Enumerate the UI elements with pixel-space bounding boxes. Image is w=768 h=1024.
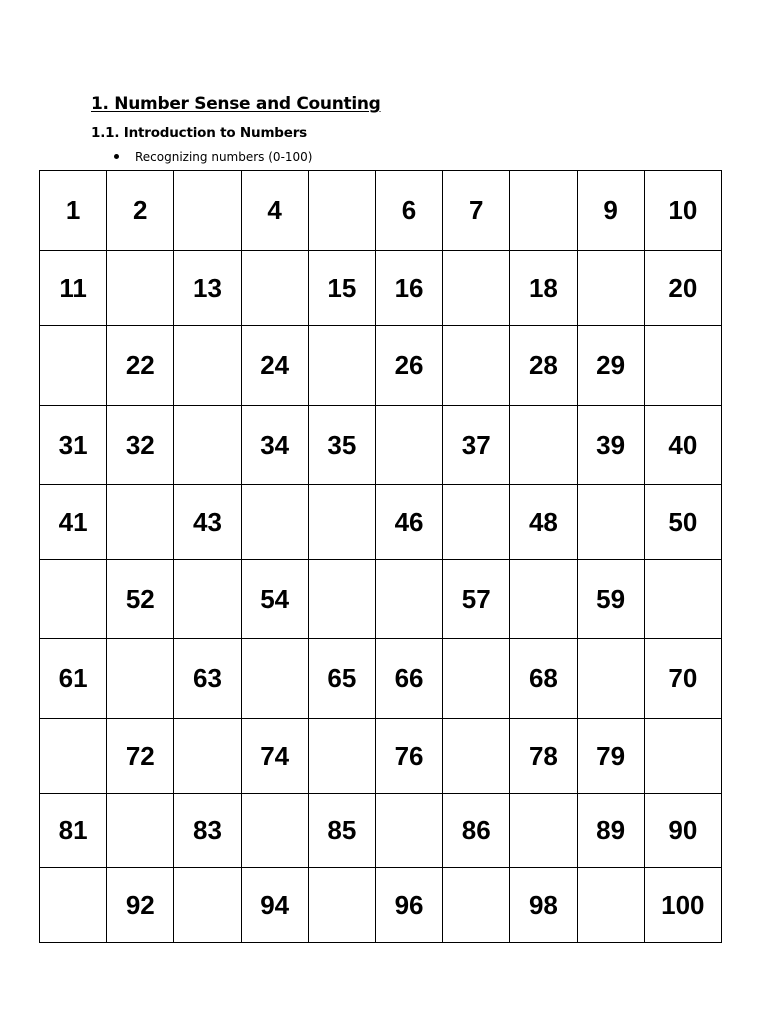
- bullet-item: [114, 150, 312, 164]
- grid-cell-number: 54: [241, 560, 308, 639]
- grid-cell-blank: [107, 485, 174, 560]
- grid-cell-number: 57: [443, 560, 510, 639]
- grid-cell-blank: [443, 485, 510, 560]
- grid-cell-blank: [107, 251, 174, 326]
- grid-cell-number: 65: [308, 639, 375, 719]
- grid-cell-blank: [174, 719, 241, 794]
- section-heading: 1. Number Sense and Counting: [91, 94, 381, 114]
- grid-cell-blank: [443, 251, 510, 326]
- grid-cell-number: 34: [241, 406, 308, 485]
- grid-cell-blank: [107, 794, 174, 868]
- grid-cell-blank: [40, 326, 107, 406]
- grid-cell-blank: [443, 326, 510, 406]
- grid-cell-number: 6: [375, 171, 442, 251]
- grid-row: [40, 639, 722, 719]
- grid-cell-blank: [375, 406, 442, 485]
- grid-cell-blank: [375, 794, 442, 868]
- grid-cell-number: 11: [40, 251, 107, 326]
- grid-cell-number: 35: [308, 406, 375, 485]
- grid-row: [40, 794, 722, 868]
- grid-cell-number: 74: [241, 719, 308, 794]
- grid-row: [40, 406, 722, 485]
- grid-cell-number: 78: [510, 719, 577, 794]
- grid-cell-number: 13: [174, 251, 241, 326]
- grid-cell-number: 98: [510, 868, 577, 943]
- grid-cell-blank: [174, 171, 241, 251]
- grid-row: [40, 719, 722, 794]
- grid-cell-number: 70: [644, 639, 721, 719]
- grid-cell-number: 26: [375, 326, 442, 406]
- grid-cell-number: 61: [40, 639, 107, 719]
- grid-cell-blank: [107, 639, 174, 719]
- grid-cell-number: 90: [644, 794, 721, 868]
- grid-cell-number: 29: [577, 326, 644, 406]
- grid-cell-number: 66: [375, 639, 442, 719]
- grid-cell-blank: [644, 326, 721, 406]
- grid-row: [40, 251, 722, 326]
- grid-cell-blank: [174, 326, 241, 406]
- grid-cell-blank: [577, 485, 644, 560]
- bullet-icon: [114, 154, 119, 159]
- grid-cell-number: 100: [644, 868, 721, 943]
- grid-cell-blank: [443, 719, 510, 794]
- grid-cell-number: 9: [577, 171, 644, 251]
- grid-cell-blank: [241, 639, 308, 719]
- grid-cell-blank: [308, 326, 375, 406]
- grid-cell-blank: [510, 406, 577, 485]
- grid-cell-number: 59: [577, 560, 644, 639]
- grid-cell-number: 20: [644, 251, 721, 326]
- grid-cell-blank: [241, 485, 308, 560]
- grid-cell-blank: [443, 639, 510, 719]
- grid-cell-blank: [510, 171, 577, 251]
- grid-cell-blank: [308, 560, 375, 639]
- grid-cell-blank: [308, 485, 375, 560]
- grid-cell-number: 16: [375, 251, 442, 326]
- grid-row: [40, 868, 722, 943]
- grid-cell-number: 79: [577, 719, 644, 794]
- grid-cell-number: 10: [644, 171, 721, 251]
- grid-cell-number: 63: [174, 639, 241, 719]
- grid-cell-number: 4: [241, 171, 308, 251]
- grid-cell-number: 28: [510, 326, 577, 406]
- grid-cell-number: 7: [443, 171, 510, 251]
- grid-row: [40, 560, 722, 639]
- grid-cell-number: 68: [510, 639, 577, 719]
- grid-cell-blank: [644, 560, 721, 639]
- grid-cell-number: 72: [107, 719, 174, 794]
- grid-cell-number: 86: [443, 794, 510, 868]
- grid-cell-number: 37: [443, 406, 510, 485]
- grid-cell-number: 40: [644, 406, 721, 485]
- grid-cell-blank: [308, 719, 375, 794]
- number-grid: [39, 170, 722, 943]
- grid-cell-number: 39: [577, 406, 644, 485]
- grid-cell-blank: [644, 719, 721, 794]
- grid-cell-blank: [241, 251, 308, 326]
- grid-cell-number: 22: [107, 326, 174, 406]
- grid-cell-blank: [40, 868, 107, 943]
- grid-cell-number: 52: [107, 560, 174, 639]
- grid-cell-number: 94: [241, 868, 308, 943]
- grid-cell-number: 50: [644, 485, 721, 560]
- grid-row: [40, 326, 722, 406]
- grid-row: [40, 485, 722, 560]
- grid-cell-number: 85: [308, 794, 375, 868]
- grid-cell-blank: [174, 560, 241, 639]
- subsection-heading: 1.1. Introduction to Numbers: [91, 125, 308, 141]
- grid-cell-blank: [443, 868, 510, 943]
- grid-cell-blank: [174, 868, 241, 943]
- grid-cell-blank: [40, 560, 107, 639]
- bullet-text: Recognizing numbers (0-100): [135, 150, 313, 164]
- grid-cell-number: 2: [107, 171, 174, 251]
- grid-cell-blank: [510, 794, 577, 868]
- grid-cell-blank: [241, 794, 308, 868]
- grid-cell-blank: [40, 719, 107, 794]
- grid-cell-number: 81: [40, 794, 107, 868]
- grid-cell-number: 48: [510, 485, 577, 560]
- grid-cell-number: 31: [40, 406, 107, 485]
- grid-cell-blank: [375, 560, 442, 639]
- grid-cell-number: 41: [40, 485, 107, 560]
- grid-cell-number: 24: [241, 326, 308, 406]
- grid-cell-blank: [308, 171, 375, 251]
- grid-row: [40, 171, 722, 251]
- grid-cell-number: 76: [375, 719, 442, 794]
- grid-cell-number: 18: [510, 251, 577, 326]
- grid-cell-blank: [577, 251, 644, 326]
- grid-cell-number: 32: [107, 406, 174, 485]
- grid-cell-number: 1: [40, 171, 107, 251]
- grid-cell-blank: [510, 560, 577, 639]
- grid-cell-blank: [174, 406, 241, 485]
- grid-cell-number: 89: [577, 794, 644, 868]
- grid-cell-number: 83: [174, 794, 241, 868]
- grid-cell-number: 43: [174, 485, 241, 560]
- grid-cell-blank: [308, 868, 375, 943]
- number-grid-body: [40, 171, 722, 943]
- grid-cell-number: 15: [308, 251, 375, 326]
- grid-cell-blank: [577, 868, 644, 943]
- grid-cell-number: 92: [107, 868, 174, 943]
- grid-cell-blank: [577, 639, 644, 719]
- grid-cell-number: 96: [375, 868, 442, 943]
- grid-cell-number: 46: [375, 485, 442, 560]
